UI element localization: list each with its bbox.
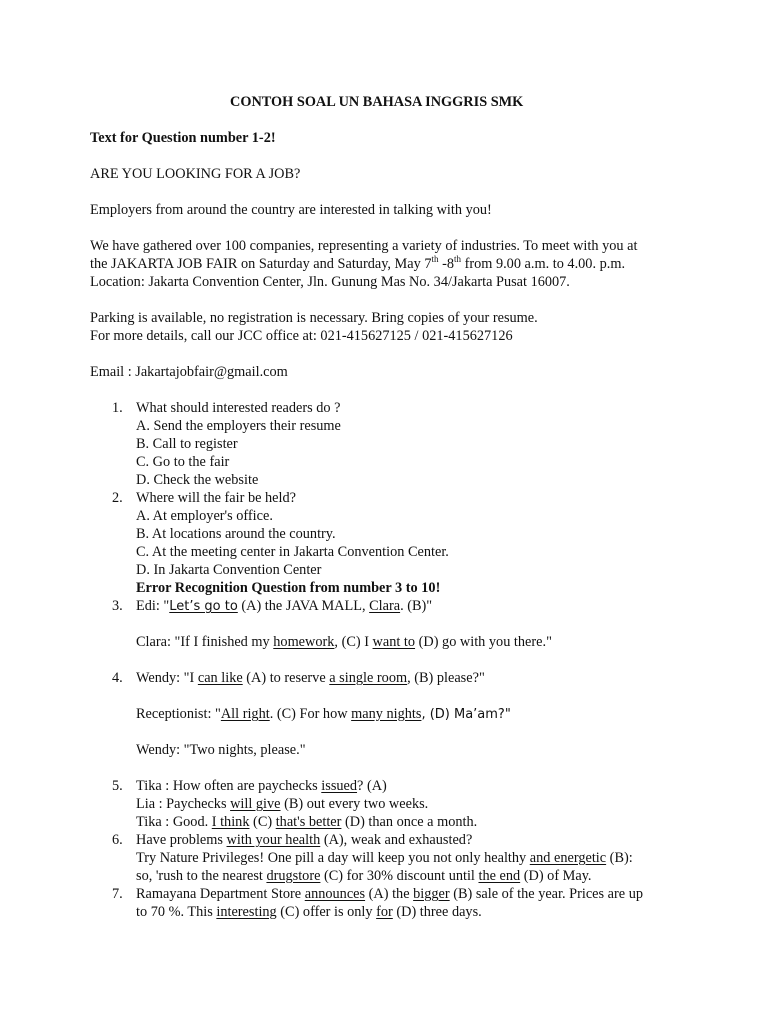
question-1-text: What should interested readers do ? <box>136 400 341 416</box>
question-number: 3. <box>112 598 123 614</box>
question-7-line: Ramayana Department Store announces (A) the bigger (B) sale of the year. Prices are up <box>136 886 643 902</box>
question-4-line: Wendy: "Two nights, please." <box>136 742 306 758</box>
question-6-line: so, 'rush to the nearest drugstore (C) for 30% discount until the end (D) of May. <box>136 868 592 884</box>
question-number: 2. <box>112 490 123 506</box>
question-4-line: Wendy: "I can like (A) to reserve a single room, (B) please?" <box>136 670 485 686</box>
section-header: Error Recognition Question from number 3 to 10! <box>136 580 441 596</box>
ad-paragraph-line: We have gathered over 100 companies, representing a variety of industries. To meet with you at <box>90 238 638 254</box>
question-7-line: to 70 %. This interesting (C) offer is only for (D) three days. <box>136 904 482 920</box>
option-a: A. At employer's office. <box>136 508 273 524</box>
page-title: CONTOH SOAL UN BAHASA INGGRIS SMK <box>230 94 524 110</box>
option-d: D. In Jakarta Convention Center <box>136 562 322 578</box>
option-d: D. Check the website <box>136 472 259 488</box>
ad-contact: For more details, call our JCC office at: 021-415627125 / 021-415627126 <box>90 328 513 344</box>
option-c: C. At the meeting center in Jakarta Convention Center. <box>136 544 449 560</box>
question-number: 4. <box>112 670 123 686</box>
question-number: 6. <box>112 832 123 848</box>
ad-paragraph-line: the JAKARTA JOB FAIR on Saturday and Saturday, May 7th -8th from 9.00 a.m. to 4.00. p.m. <box>90 254 626 272</box>
question-number: 7. <box>112 886 123 902</box>
question-3-line: Clara: "If I finished my homework, (C) I want to (D) go with you there." <box>136 634 552 650</box>
ad-parking: Parking is available, no registration is necessary. Bring copies of your resume. <box>90 310 538 326</box>
question-2-text: Where will the fair be held? <box>136 490 296 506</box>
question-6-line: Try Nature Privileges! One pill a day will keep you not only healthy and energetic (B): <box>136 850 633 866</box>
ad-intro: Employers from around the country are interested in talking with you! <box>90 202 492 218</box>
ad-location: Location: Jakarta Convention Center, Jln. Gunung Mas No. 34/Jakarta Pusat 16007. <box>90 274 570 290</box>
option-a: A. Send the employers their resume <box>136 418 341 434</box>
question-6-line: Have problems with your health (A), weak and exhausted? <box>136 832 473 848</box>
option-b: B. Call to register <box>136 436 238 452</box>
option-b: B. At locations around the country. <box>136 526 336 542</box>
ad-email: Email : Jakartajobfair@gmail.com <box>90 364 288 380</box>
ad-headline: ARE YOU LOOKING FOR A JOB? <box>90 166 301 182</box>
question-number: 5. <box>112 778 123 794</box>
question-5-line: Tika : How often are paychecks issued? (A) <box>136 778 387 794</box>
question-4-line: Receptionist: "All right. (C) For how many nights, (D) Ma’am?" <box>136 706 511 722</box>
question-5-line: Lia : Paychecks will give (B) out every two weeks. <box>136 796 429 812</box>
text-header: Text for Question number 1-2! <box>90 130 276 146</box>
question-5-line: Tika : Good. I think (C) that's better (D) than once a month. <box>136 814 478 830</box>
question-number: 1. <box>112 400 123 416</box>
question-3-line: Edi: "Let’s go to (A) the JAVA MALL, Clara. (B)" <box>136 598 433 614</box>
option-c: C. Go to the fair <box>136 454 230 470</box>
